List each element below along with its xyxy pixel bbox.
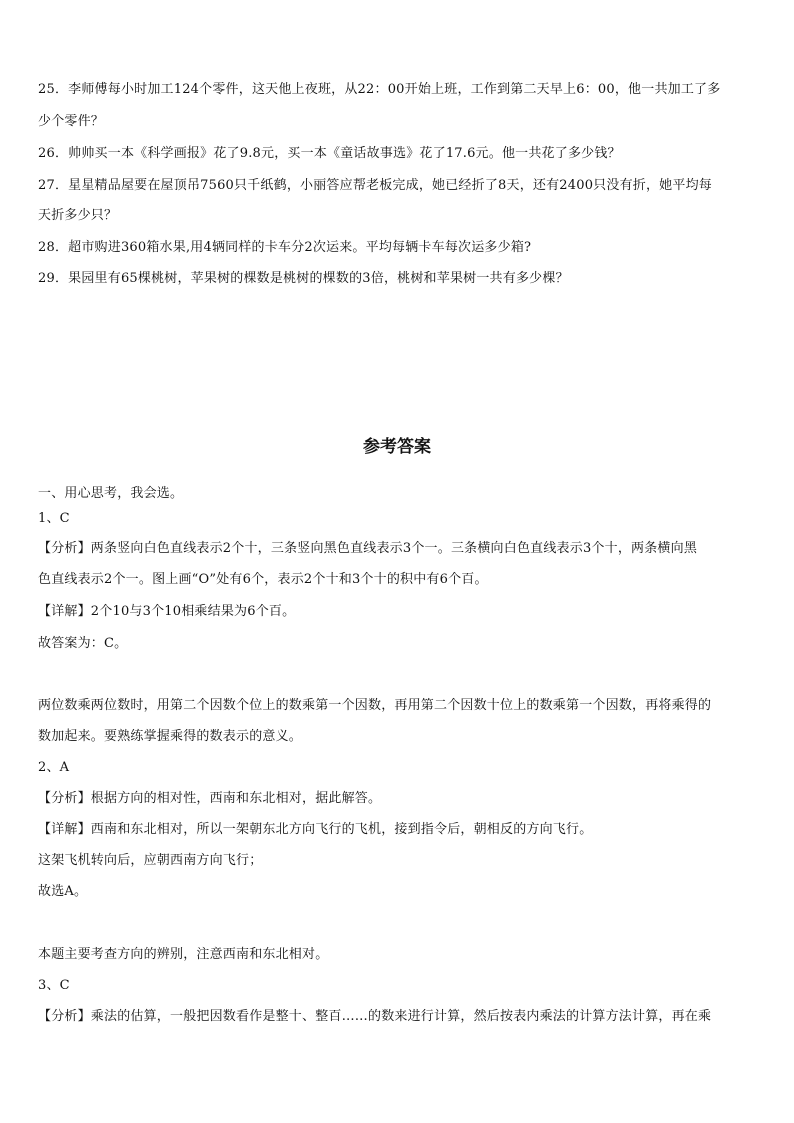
answer-title: 参考答案 — [363, 437, 431, 457]
answer-1-detail: 【详解】2个10与3个10相乘结果为6个百。 — [38, 604, 296, 619]
answer-1-note-line1: 两位数乘两位数时，用第二个因数个位上的数乘第一个因数，再用第二个因数十位上的数乘第一个因数，再将乘得的 — [38, 698, 712, 713]
question-26: 26．帅帅买一本《科学画报》花了9.8元，买一本《童话故事选》花了17.6元。他一共花了多少钱？ — [38, 146, 621, 161]
answer-1-note-line2: 数加起来。要熟练掌握乘得的数表示的意义。 — [38, 729, 303, 744]
question-27-line1: 27．星星精品屋要在屋顶吊7560只千纸鹤，小丽答应帮老板完成，她已经折了8天，还有2400只没有折，她平均每 — [38, 178, 712, 193]
answer-3-analysis: 【分析】乘法的估算，一般把因数看作是整十、整百……的数来进行计算，然后按表内乘法的计算方法计算，再在乘 — [38, 1009, 712, 1024]
answer-2-conclusion: 故选A。 — [38, 884, 88, 899]
answer-2-detail-line2: 这架飞机转向后，应朝西南方向飞行； — [38, 853, 263, 868]
answer-2-analysis: 【分析】根据方向的相对性，西南和东北相对，据此解答。 — [38, 791, 382, 806]
question-29: 29．果园里有65棵桃树，苹果树的棵数是桃树的棵数的3倍，桃树和苹果树一共有多少棵？ — [38, 271, 569, 286]
question-25-line1: 25．李师傅每小时加工124个零件，这天他上夜班，从22：00开始上班，工作到第二天早上6：00，他一共加工了多 — [38, 82, 721, 97]
answer-1-analysis-line2: 色直线表示2个一。图上画“O”处有6个，表示2个十和3个十的积中有6个百。 — [38, 572, 488, 587]
question-27-line2: 天折多少只？ — [38, 208, 118, 223]
answer-3-choice: 3、C — [38, 978, 70, 993]
answer-2-note: 本题主要考查方向的辨别，注意西南和东北相对。 — [38, 947, 329, 962]
answer-1-choice: 1、C — [38, 511, 70, 526]
answer-2-detail: 【详解】西南和东北相对，所以一架朝东北方向飞行的飞机，接到指令后，朝相反的方向飞行。 — [38, 822, 593, 837]
question-28: 28．超市购进360箱水果,用4辆同样的卡车分2次运来。平均每辆卡车每次运多少箱? — [38, 240, 532, 255]
answer-1-conclusion: 故答案为：C。 — [38, 636, 128, 651]
section-heading: 一、用心思考，我会选。 — [38, 486, 184, 501]
question-25-line2: 少个零件？ — [38, 114, 105, 129]
answer-1-analysis-line1: 【分析】两条竖向白色直线表示2个十，三条竖向黑色直线表示3个一。三条横向白色直线表示3个十，两条横向黑 — [38, 541, 698, 556]
answer-2-choice: 2、A — [38, 760, 70, 775]
